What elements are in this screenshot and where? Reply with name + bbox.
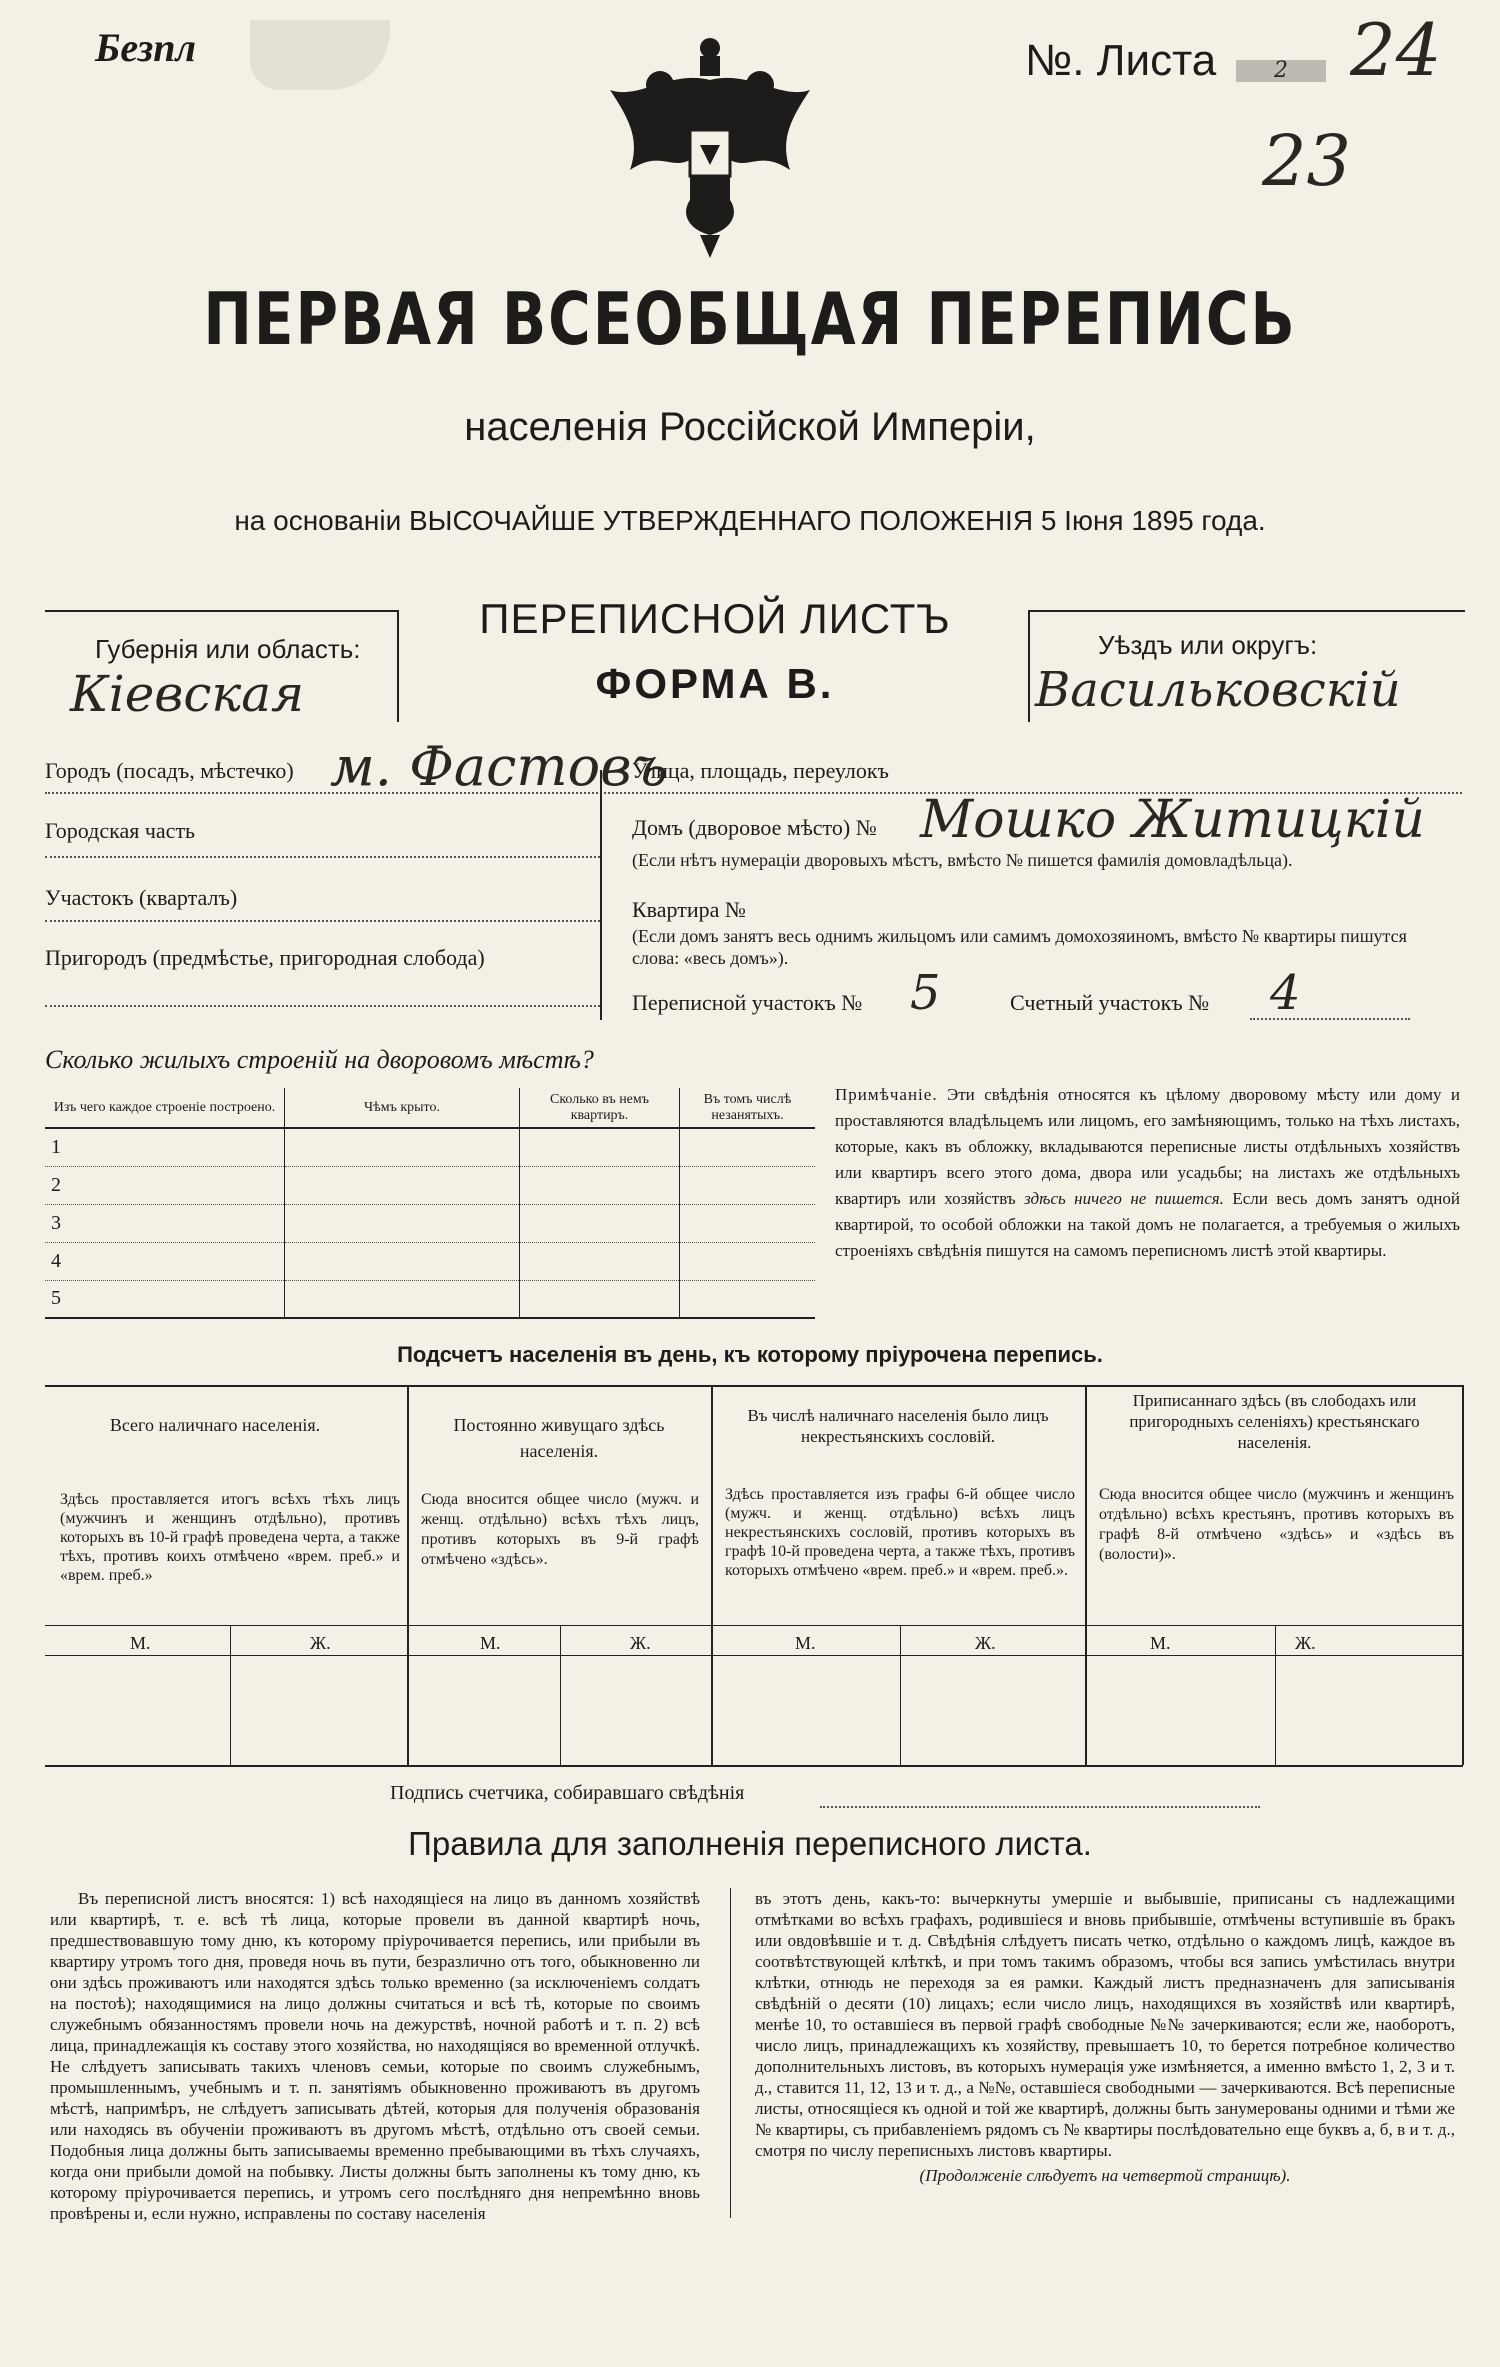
col3-female-label: Ж.: [975, 1633, 996, 1653]
note-text-2: Если весь домъ занятъ одной квартирой, то особой обложки на такой домъ не полагается, а требуемыя о жилыхъ строеніяхъ свѣдѣнія пишутся на самомъ переписномъ листѣ этой квартиры.: [835, 1189, 1460, 1260]
province-value: Кіевская: [70, 665, 305, 723]
col4-male-label: М.: [1150, 1633, 1171, 1653]
buildings-row-number: 4: [45, 1242, 285, 1280]
address-divider: [600, 770, 602, 1020]
form-letter: ФОРМА В.: [595, 660, 835, 707]
population-col-title: Въ числѣ наличнаго населенія было лицъ некрестьянскихъ сословій.: [747, 1406, 1049, 1446]
population-col-text: Сюда вносится общее число (мужчинъ и женщинъ отдѣльно) всѣхъ крестьянъ, противъ которыхъ въ графѣ 8-й отмѣчено «здѣсь» и «здѣсь въ (волости)».: [1099, 1486, 1454, 1563]
population-col-text: Сюда вносится общее число (мужч. и женщ. отдѣльно) всѣхъ тѣхъ лицъ, противъ которыхъ въ 9-й графѣ отмѣчено «здѣсь».: [421, 1491, 699, 1568]
col1-male-label: М.: [130, 1633, 151, 1653]
rules-left-text: Въ переписной листъ вносятся: 1) всѣ находящіеся на лицо въ данномъ хозяйствѣ или квартирѣ, т. е. всѣ тѣ лица, которые провели въ данной квартирѣ ночь, предшествовавшую тому дню, къ которому пріурочивается перепись, или прибыли въ квартиру утромъ того дня, проведя ночь въ пути, безразлично отъ того, обыкновенно ли они здѣсь проживаютъ или находятся здѣсь только временно (за исключеніемъ солдатъ на постоѣ); находящимися на лицо должны считаться и всѣ тѣ, которые по своимъ служебнымъ обязанностямъ провели ночь на дежурствѣ, ночной работѣ и т. п. 2) всѣ лица, принадлежащія къ составу этого хозяйства, но находящіяся во временной отлучкѣ. Не слѣдуетъ записывать такихъ членовъ семьи, которые по своимъ служебнымъ, промышленнымъ, учебнымъ и т. п. занятіямъ обыкновенно проживаютъ въ другомъ мѣстѣ, напримѣръ, не слѣдуетъ записывать дѣтей, которыя для полученія образованія или находясь въ обученіи проживаютъ въ другомъ мѣстѣ, отдѣльно отъ своей семьи. Подобныя лица должны быть записываемы временно пребывающими въ тѣхъ случаяхъ, когда они прибыли домой на побывку. Листы должны быть заполнены къ тому дню, къ которому пріурочивается перепись, и утромъ сего послѣдняго дня непремѣнно вновь провѣрены и, если нужно, исправлены по составу населенія: [50, 1889, 700, 2223]
buildings-row-number: 3: [45, 1204, 285, 1242]
note-text: Эти свѣдѣнія относятся къ цѣлому дворовому мѣсту или дому и проставляются владѣльцемъ или лицомъ, его замѣняющимъ, только на тѣхъ листахъ, которые, какъ въ обложку, вкладываются переписные листы отдѣльныхъ хозяйствъ или квартиръ всего этого дома, двора или усадьбы; на листахъ же отдѣльныхъ квартиръ или хозяйствъ: [835, 1085, 1461, 1208]
count-area-value: 4: [1270, 965, 1301, 1021]
form-title: ПЕРЕПИСНОЙ ЛИСТЪ: [479, 595, 951, 642]
house-value: Мошко Житицкій: [920, 790, 1425, 850]
note-label: Примѣчаніе.: [835, 1085, 938, 1104]
census-subtitle: населенія Россійской Имперіи,: [464, 405, 1036, 449]
col4-female-label: Ж.: [1295, 1633, 1316, 1653]
street-label: Улица, площадь, переулокъ: [632, 758, 889, 783]
buildings-note: [835, 1082, 1460, 1264]
population-col-resident: [409, 1390, 709, 1765]
suburb-label: Пригородъ (предмѣстье, пригородная слобода): [45, 945, 485, 970]
city-part-label: Городская часть: [45, 818, 196, 843]
buildings-table: [45, 1088, 815, 1319]
torn-corner: [250, 20, 390, 90]
handwritten-page-23: 23: [1262, 120, 1352, 202]
population-col-total: [45, 1390, 407, 1765]
col2-male-label: М.: [480, 1633, 501, 1653]
rules-title: Правила для заполненія переписного листа.: [408, 1825, 1092, 1862]
buildings-row-number: 5: [45, 1280, 285, 1318]
province-label: Губернія или область:: [95, 634, 361, 664]
note-italic: здѣсь ничего не пишется.: [1024, 1189, 1224, 1208]
rules-right-column: [755, 1888, 1455, 2186]
population-col-title: Всего наличнаго населенія.: [109, 1415, 321, 1435]
census-basis-line: на основаніи ВЫСОЧАЙШЕ УТВЕРЖДЕННАГО ПОЛОЖЕНІЯ 5 Іюня 1895 года.: [234, 505, 1266, 536]
census-area-label: Переписной участокъ №: [632, 990, 863, 1015]
house-note: (Если нѣтъ нумераціи дворовыхъ мѣстъ, вмѣсто № пишется фамилія домовладѣльца).: [632, 850, 1293, 870]
col1-female-label: Ж.: [310, 1633, 331, 1653]
sheet-number-label: №. Листа: [1025, 36, 1217, 85]
district-value: Васильковскій: [1035, 662, 1401, 718]
imperial-eagle-icon: [600, 30, 820, 260]
house-label: Домъ (дворовое мѣсто) №: [632, 815, 877, 840]
district-label: Уѣздъ или округъ:: [1098, 630, 1318, 660]
city-label: Городъ (посадъ, мѣстечко): [45, 758, 294, 783]
col3-male-label: М.: [795, 1633, 816, 1653]
buildings-header-apartments: Сколько въ немъ квартиръ.: [520, 1088, 680, 1128]
apartment-note: (Если домъ занятъ весь однимъ жильцомъ или самимъ домохозяиномъ, вмѣсто № квартиры пишутся слова: «весь домъ»).: [632, 926, 1407, 968]
buildings-header-vacant: Въ томъ числѣ незанятыхъ.: [703, 1091, 792, 1123]
buildings-header-material: Изъ чего каждое строеніе построено.: [45, 1088, 285, 1128]
population-col-title: Приписаннаго здѣсь (въ слободахъ или пригородныхъ селеніяхъ) крестьянскаго населенія.: [1129, 1391, 1420, 1452]
precinct-label: Участокъ (кварталъ): [45, 885, 238, 910]
census-main-title: ПЕРВАЯ ВСЕОБЩАЯ ПЕРЕПИСЬ: [203, 276, 1297, 362]
enumerator-signature-label: Подпись счетчика, собиравшаго свѣдѣнія: [390, 1782, 745, 1804]
rules-left-column: [50, 1888, 700, 2224]
free-stamp-text: Безпл: [95, 25, 197, 70]
apartment-label: Квартира №: [632, 897, 746, 922]
population-col-text: Здѣсь проставляется итогъ всѣхъ тѣхъ лицъ (мужчинъ и женщинъ отдѣльно), противъ которыхъ въ 10-й графѣ проведена черта, а также тѣхъ, противъ коихъ отмѣчено «врем. преб.» и «врем. преб.»: [60, 1491, 400, 1584]
population-col-non-peasant: [713, 1390, 1083, 1765]
rules-continued: (Продолженіе слѣдуетъ на четвертой страницѣ).: [919, 2166, 1291, 2185]
rules-right-text: въ этотъ день, какъ-то: вычеркнуты умершіе и выбывшіе, приписаны съ надлежащими отмѣтками во всѣхъ графахъ, родившіеся и вновь прибывшіе, отмѣчены вступившіе въ бракъ или овдовѣвшіе и т. д. Свѣдѣнія слѣдуетъ писать четко, отдѣльно о каждомъ лицѣ, каждое въ соотвѣтствующей клѣткѣ, и при томъ такимъ образомъ, чтобы вся запись умѣстилась внутри клѣтки, отнюдь не переходя за ея рамки. Каждый листъ предназначенъ для записыванія свѣдѣній о десяти (10) лицахъ; если число лицъ, находящихся въ хозяйствѣ или квартирѣ, менѣе 10, то оставшіеся въ первой графѣ свободные №№ зачеркиваются; если же, наоборотъ, число лицъ, принадлежащихъ къ хозяйству, превышаетъ 10, то берется потребное количество дополнительныхъ листовъ, въ которыхъ нумерація уже измѣняется, а именно вмѣсто 1, 2, 3 и т. д., ставится 11, 12, 13 и т. д., а №№, оставшіеся свободными — зачеркиваются. Всѣ переписные листы, относящіеся къ одной и той же квартирѣ, должны быть занумерованы одними и тѣми же № квартиры, съ прибавленіемъ рядомъ съ № квартиры послѣдовательно еще буквъ а, б, в и т. д., смотря по числу переписныхъ листовъ квартиры.: [755, 1889, 1455, 2160]
census-area-value: 5: [910, 965, 941, 1021]
buildings-row-number: 1: [45, 1128, 285, 1166]
buildings-question: Сколько жилыхъ строеній на дворовомъ мѣстѣ?: [45, 1045, 594, 1074]
city-value: м. Фастовъ: [330, 735, 668, 798]
sheet-number-value: 2: [1236, 60, 1326, 82]
population-heading: Подсчетъ населенія въ день, къ которому пріурочена перепись.: [397, 1342, 1103, 1367]
buildings-row-number: 2: [45, 1166, 285, 1204]
population-col-text: Здѣсь проставляется изъ графы 6-й общее число (мужч. и женщ. отдѣльно) всѣхъ лицъ некрестьянскихъ сословій, противъ которыхъ въ графѣ 10-й проведена черта, а также тѣхъ, противъ которыхъ отмѣчено «врем. преб.» и «врем. преб.».: [725, 1486, 1075, 1579]
handwritten-page-24: 24: [1350, 8, 1442, 92]
buildings-header-roof: Чѣмъ крыто.: [285, 1088, 520, 1128]
population-col-title: Постоянно живущаго здѣсь населенія.: [453, 1415, 665, 1461]
count-area-label: Счетный участокъ №: [1010, 990, 1210, 1015]
col2-female-label: Ж.: [630, 1633, 651, 1653]
